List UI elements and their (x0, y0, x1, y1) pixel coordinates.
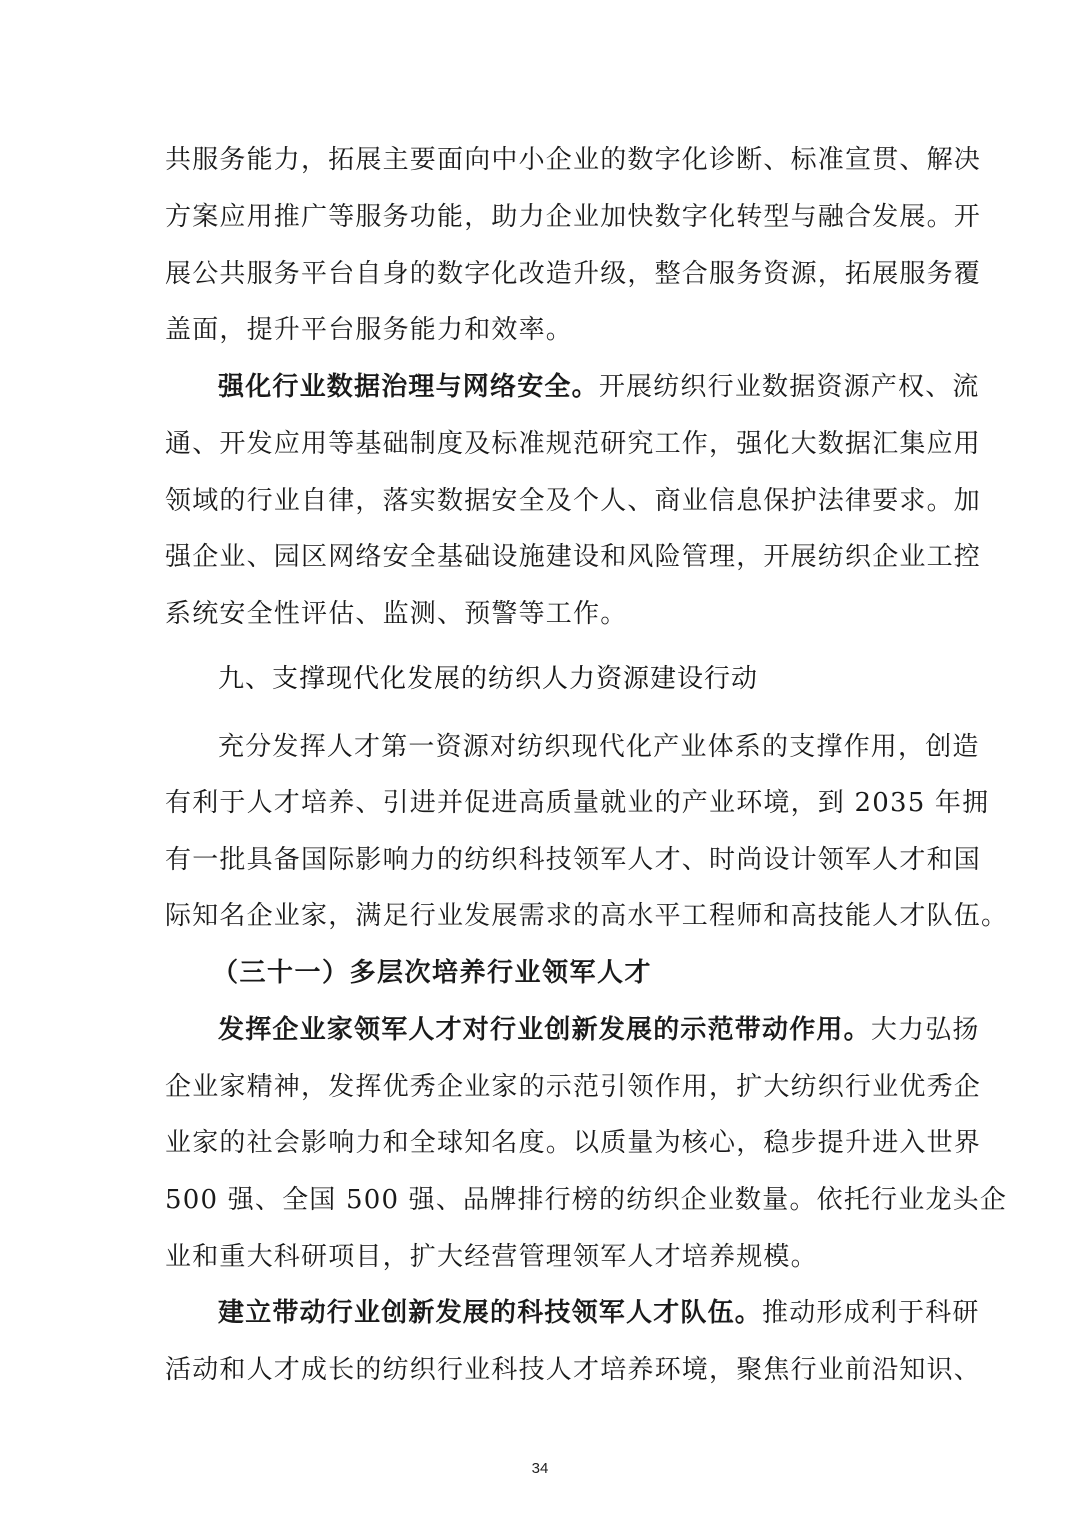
paragraph-text: 推动形成利于科研 (762, 1298, 980, 1328)
paragraph-line: 系统安全性评估、监测、预警等工作。 (165, 599, 628, 629)
paragraph-line: 有利于人才培养、引进并促进高质量就业的产业环境，到 2035 年拥 (165, 788, 990, 818)
paragraph-line: 业和重大科研项目，扩大经营管理领军人才培养规模。 (165, 1242, 818, 1272)
paragraph-line: 有一批具备国际影响力的纺织科技领军人才、时尚设计领军人才和国 (165, 845, 982, 875)
bold-lead: 发挥企业家领军人才对行业创新发展的示范带动作用。 (218, 1015, 871, 1045)
bold-lead: 建立带动行业创新发展的科技领军人才队伍。 (218, 1298, 763, 1328)
paragraph-line: 500 强、全国 500 强、品牌排行榜的纺织企业数量。依托行业龙头企 (165, 1185, 1008, 1215)
paragraph-line: 业家的社会影响力和全球知名度。以质量为核心，稳步提升进入世界 (165, 1128, 982, 1158)
paragraph-line: 共服务能力，拓展主要面向中小企业的数字化诊断、标准宣贯、解决 (165, 145, 982, 175)
section-heading: 九、支撑现代化发展的纺织人力资源建设行动 (218, 664, 759, 694)
paragraph-text: 大力弘扬 (870, 1015, 980, 1045)
paragraph-line (218, 1296, 978, 1330)
paragraph-line: 方案应用推广等服务功能，助力企业加快数字化转型与融合发展。开 (165, 202, 982, 232)
paragraph-line: 充分发挥人才第一资源对纺织现代化产业体系的支撑作用，创造 (218, 732, 980, 762)
paragraph-line (218, 370, 978, 404)
paragraph-line: 际知名企业家，满足行业发展需求的高水平工程师和高技能人才队伍。 (165, 901, 1009, 931)
page-number: 34 (531, 1460, 549, 1477)
paragraph-line: 强企业、园区网络安全基础设施建设和风险管理，开展纺织企业工控 (165, 542, 982, 572)
paragraph-line: 展公共服务平台自身的数字化改造升级，整合服务资源，拓展服务覆 (165, 259, 982, 289)
paragraph-line: 活动和人才成长的纺织行业科技人才培养环境，聚焦行业前沿知识、 (165, 1355, 982, 1385)
paragraph-line: 领域的行业自律，落实数据安全及个人、商业信息保护法律要求。加 (165, 486, 982, 516)
paragraph-line: 盖面，提升平台服务能力和效率。 (165, 315, 574, 345)
paragraph-text: 开展纺织行业数据资源产权、流 (598, 372, 980, 402)
paragraph-line: 通、开发应用等基础制度及标准规范研究工作，强化大数据汇集应用 (165, 429, 982, 459)
bold-lead: 强化行业数据治理与网络安全。 (218, 372, 599, 402)
paragraph-line: 企业家精神，发挥优秀企业家的示范引领作用，扩大纺织行业优秀企 (165, 1072, 982, 1102)
subsection-heading: （三十一）多层次培养行业领军人才 (212, 958, 653, 988)
paragraph-line (218, 1013, 978, 1047)
